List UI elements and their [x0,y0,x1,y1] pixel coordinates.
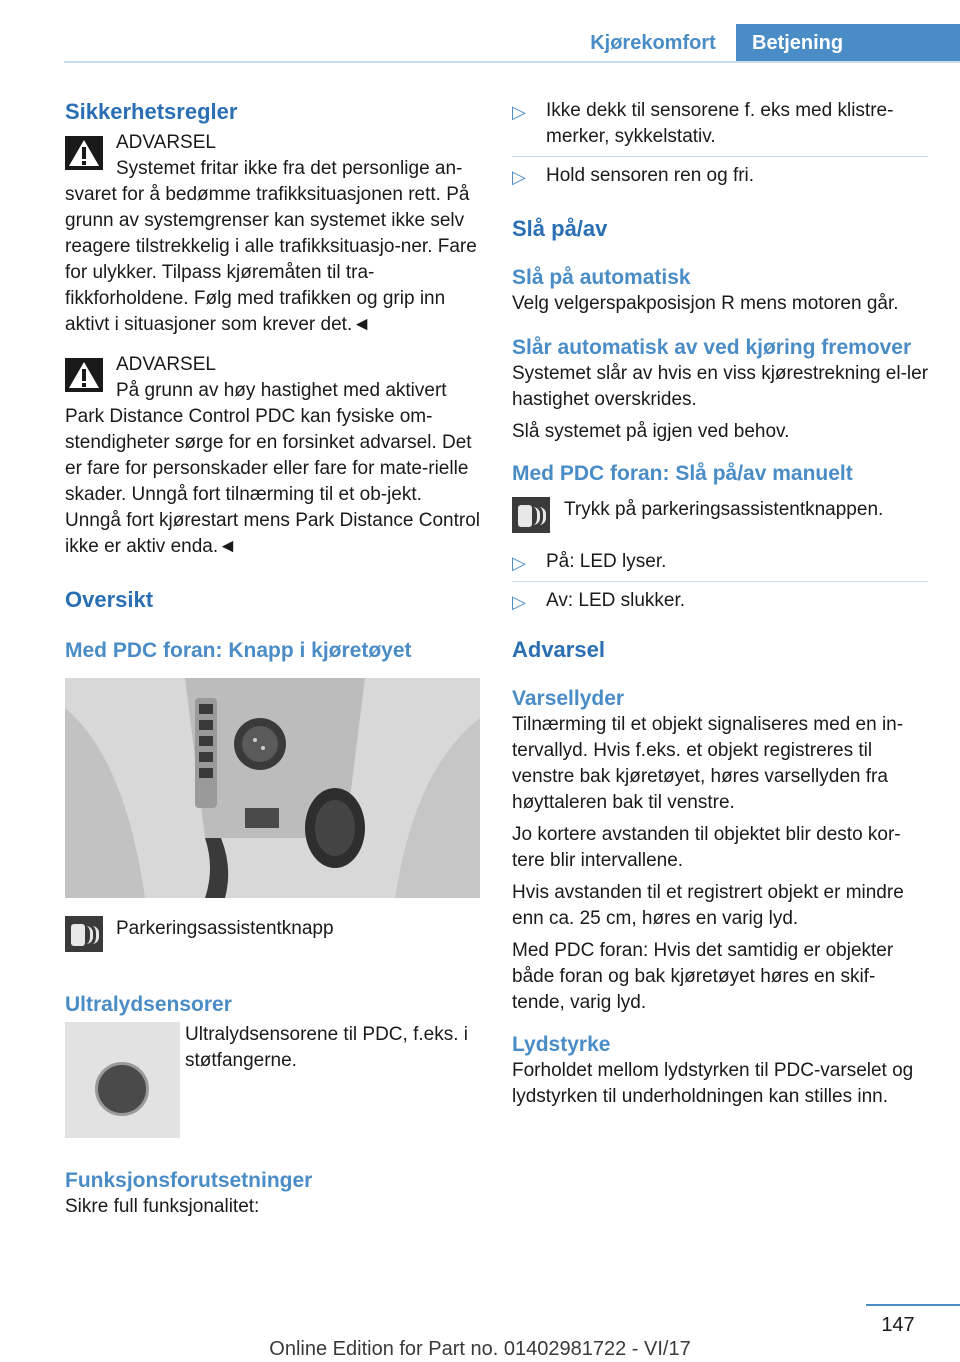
bullet-triangle-icon: ▷ [512,592,526,612]
heading-volume: Lydstyrke [512,1033,611,1056]
edition-footer: Online Edition for Part no. 01402981722 - VI/17 [269,1338,691,1360]
auto-off-text-1: Systemet slår av hvis en viss kjørestrekning el-ler hastighet overskrides. [512,363,929,410]
list-item: ▷ Av: LED slukker. [512,588,928,614]
heading-overview: Oversikt [65,587,154,612]
header-tab-active: Betjening [736,24,960,62]
footer-rule [866,1304,960,1306]
sounds-text-4: Med PDC foran: Hvis det samtidig er objekter både foran og bak kjøretøyet høres en skif-tende, varig lyd. [512,940,894,1013]
header-rule [64,61,960,63]
sounds-text-3: Hvis avstanden til et registrert objekt er mindre enn ca. 25 cm, høres en varig lyd. [512,882,904,929]
warning-2-title: ADVARSEL [116,354,216,375]
sensor-row [65,1022,480,1140]
button-caption: Parkeringsassistentknapp [116,918,334,939]
divider [512,156,928,157]
requirements-text: Sikre full funksjonalitet: [65,1196,260,1217]
warning-block-1 [65,130,480,338]
list-item: ▷ På: LED lyser. [512,549,928,575]
bullet-triangle-icon: ▷ [512,167,526,187]
warning-triangle-icon [65,136,103,170]
warning-1-title: ADVARSEL [116,132,216,153]
sounds-text-2: Jo kortere avstanden til objektet blir desto kor-tere blir intervallene. [512,824,901,871]
warning-triangle-icon [65,358,103,392]
heading-auto-off: Slår automatisk av ved kjøring fremover [512,336,912,359]
page-number: 147 [881,1314,915,1336]
sensor-photo [65,1022,180,1138]
left-column [65,98,480,1220]
heading-warning: Advarsel [512,637,605,662]
auto-off-text-2: Slå systemet på igjen ved behov. [512,421,790,442]
manual-row [512,497,928,543]
parking-assist-icon [512,497,550,533]
auto-on-text: Velg velgerspakposisjon R mens motoren går. [512,293,899,314]
button-caption-row [65,916,480,956]
console-photo [65,678,480,898]
warning-1-text: Systemet fritar ikke fra det personlige an-svaret for å bedømme trafikksituasjonen rett. På grunn av systemgrenser kan systemet ikke selv reagere tilstrekkelig i alle trafikksituasjo-ner. Fare for ulykker. Tilpass kjøremåten til tra-fikkforholdene. Følg med trafikken og grip inn aktivt i situasjoner som krever det.◄ [65,158,477,335]
sounds-text-1: Tilnærming til et objekt signaliseres med en in-tervallyd. Hvis f.eks. et objekt registreres til venstre bak kjøretøyet, høres varsellyden fra høyttaleren bak til venstre. [512,714,904,813]
list-item: ▷ Hold sensoren ren og fri. [512,163,928,189]
parking-assist-icon [65,916,103,952]
heading-ultrasonic-sensors: Ultralydsensorer [65,993,232,1016]
volume-text: Forholdet mellom lydstyrken til PDC-varselet og lydstyrken til underholdningen kan stilles inn. [512,1060,914,1107]
list-item: ▷ Ikke dekk til sensorene f. eks med klistre-merker, sykkelstativ. [512,100,894,147]
console-illustration [65,678,480,898]
sensors-text: Ultralydsensorene til PDC, f.eks. i støtfangerne. [185,1024,468,1071]
heading-manual: Med PDC foran: Slå på/av manuelt [512,462,853,485]
header-tab-section: Kjørekomfort [590,32,716,54]
warning-2-text: På grunn av høy hastighet med aktivert Park Distance Control PDC kan fysiske om-stendigheter sørge for en forsinket advarsel. Det er fare for personskader eller fare for mate-rielle skader. Unngå fort tilnærming til et ob-jekt. Unngå fort kjørestart mens Park Distance Control ikke er aktiv enda.◄ [65,380,480,557]
heading-requirements: Funksjonsforutsetninger [65,1169,313,1192]
heading-auto-on: Slå på automatisk [512,266,691,289]
heading-on-off: Slå på/av [512,216,608,241]
divider [512,581,928,582]
heading-warning-sounds: Varsellyder [512,687,625,710]
heading-button-in-vehicle: Med PDC foran: Knapp i kjøretøyet [65,639,412,662]
manual-text: Trykk på parkeringsassistentknappen. [564,499,884,520]
bullet-triangle-icon: ▷ [512,553,526,573]
warning-block-2 [65,352,480,560]
right-column [512,98,928,1110]
bullet-triangle-icon: ▷ [512,102,526,122]
heading-safety: Sikkerhetsregler [65,99,238,124]
